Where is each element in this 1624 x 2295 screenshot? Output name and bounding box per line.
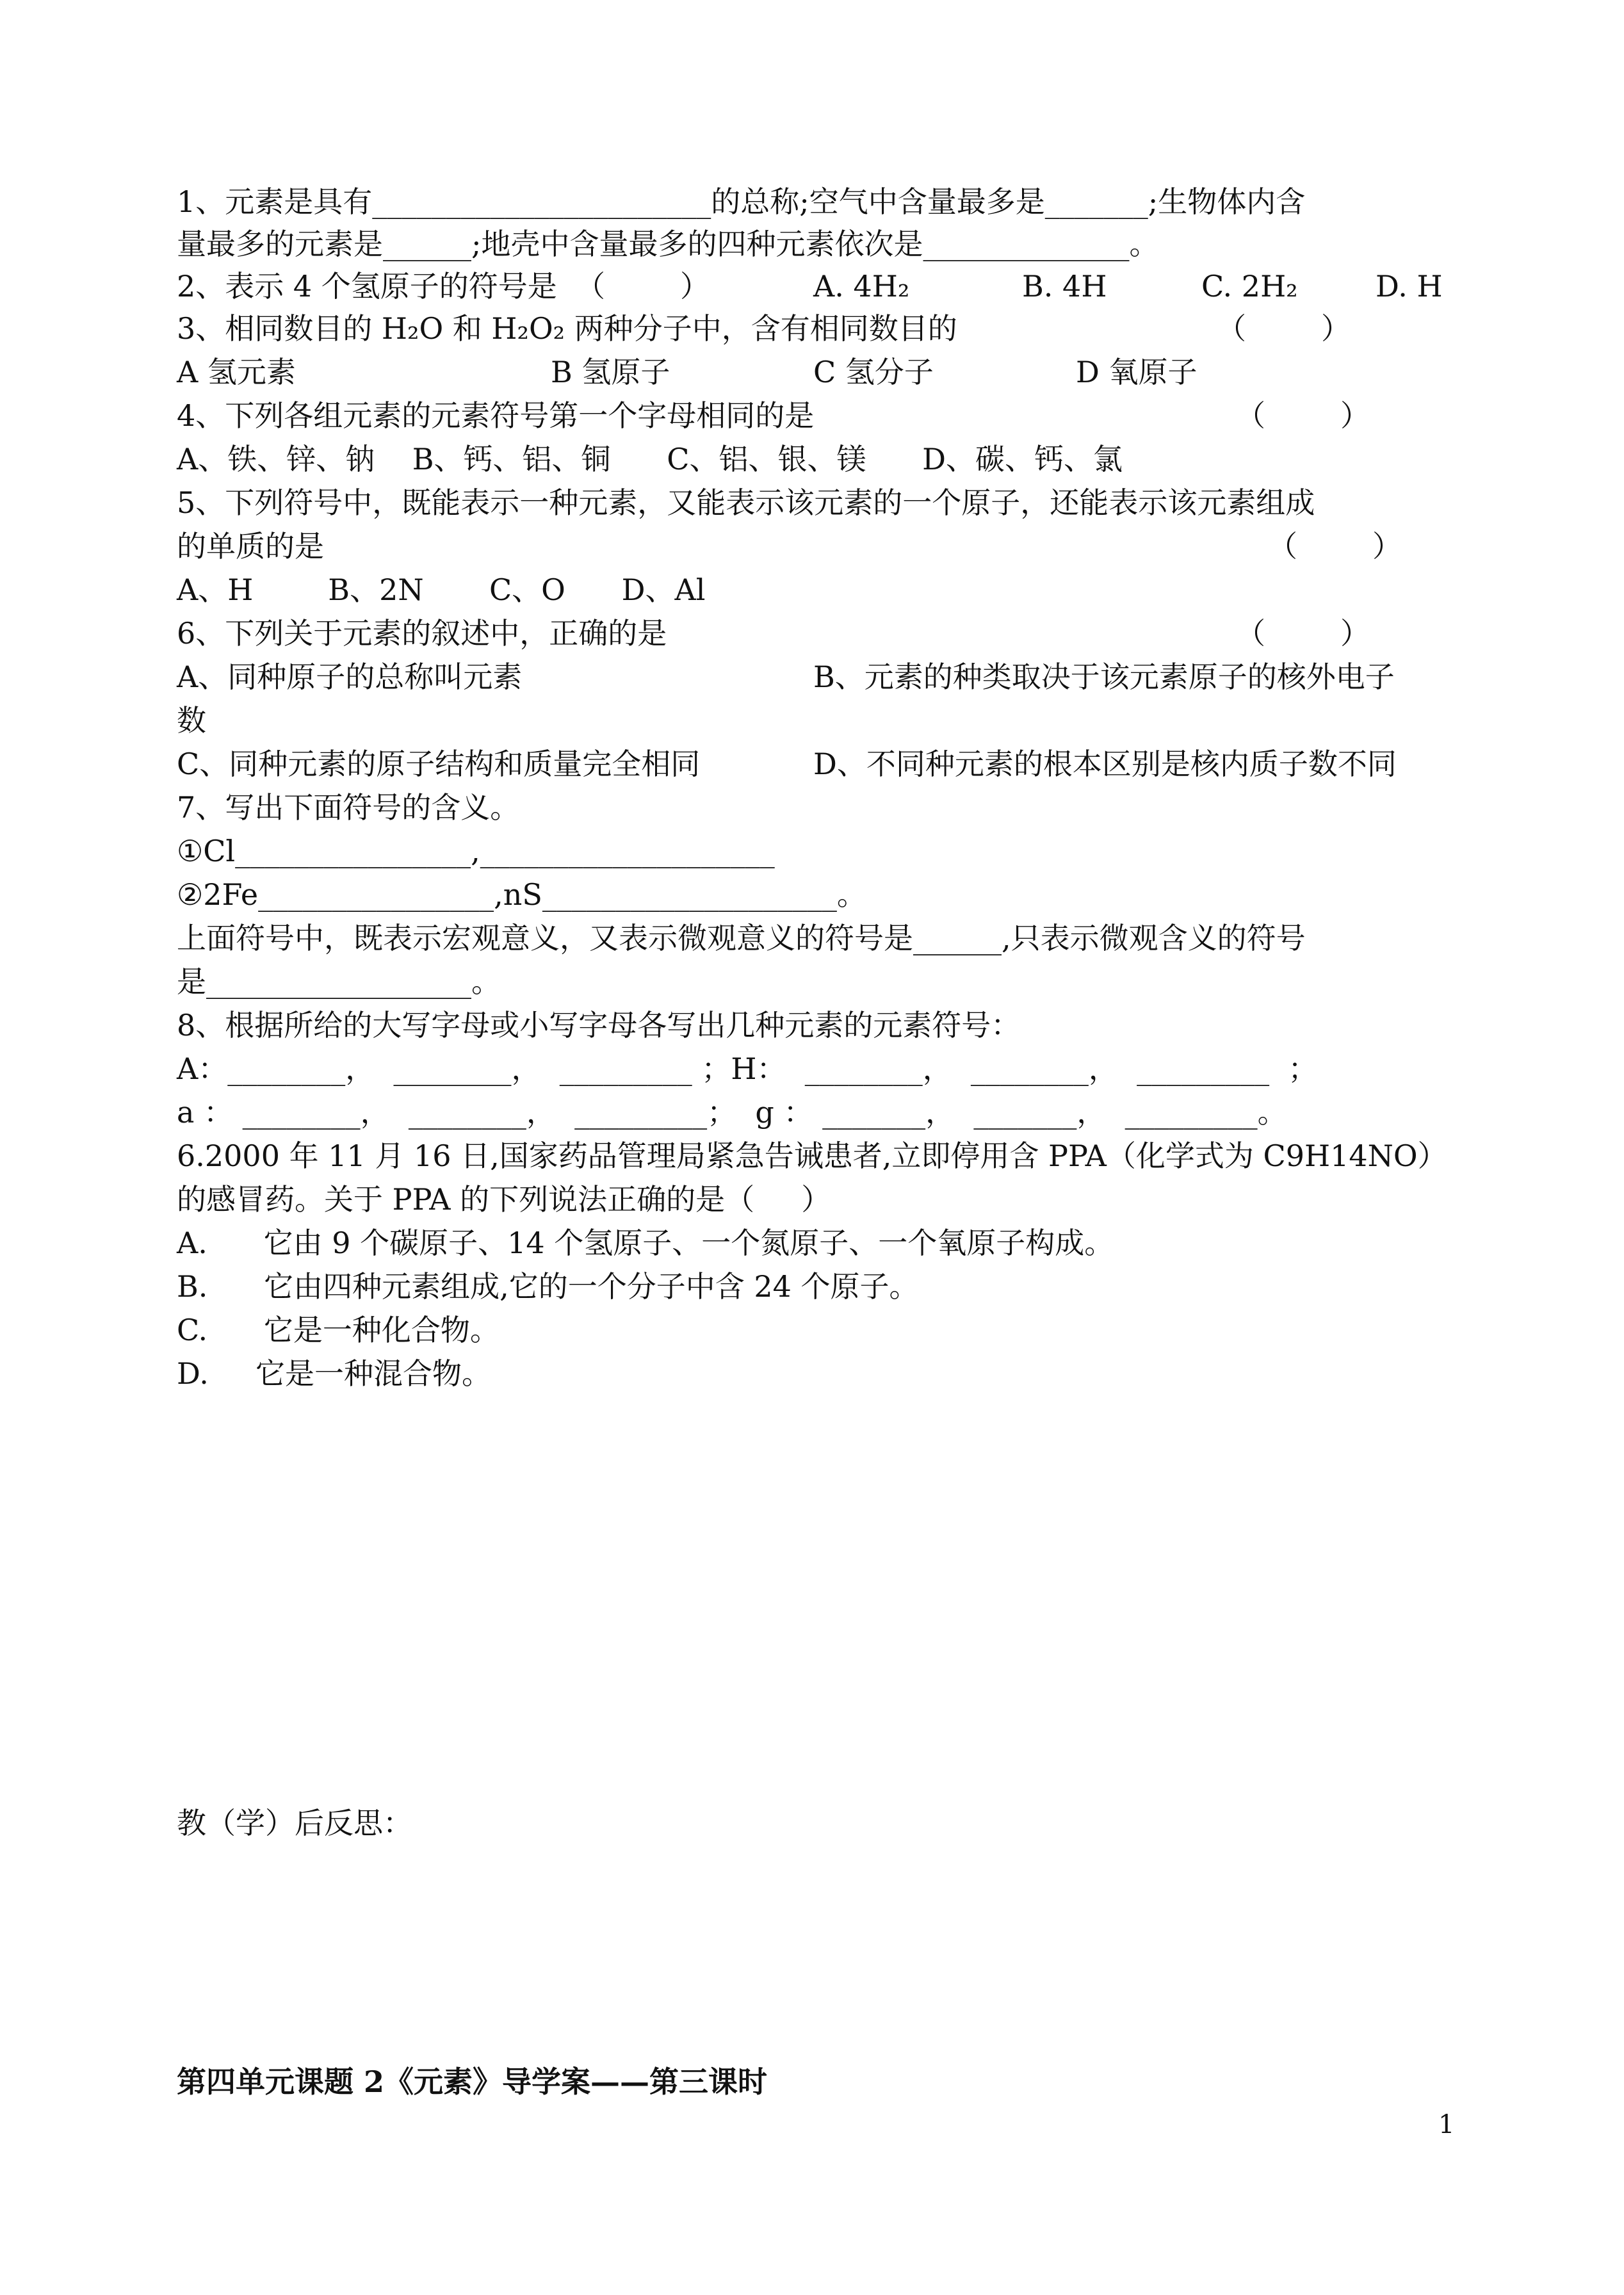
- question-ppa-option-d: D. 它是一种混合物。: [177, 1356, 491, 1391]
- question-ppa-line-2: 的感冒药。关于 PPA 的下列说法正确的是（ ）: [177, 1182, 831, 1217]
- question-6-option-a: A、同种原子的总称叫元素: [177, 660, 523, 694]
- question-1-line-1: 1、元素是具有_______________________的总称;空气中含量最多是_______;生物体内含: [177, 184, 1306, 219]
- reflection-label: 教（学）后反思：: [177, 1806, 412, 1840]
- question-6-option-c: C、同种元素的原子结构和质量完全相同: [177, 747, 701, 781]
- question-6-option-b-continued: 数: [177, 703, 206, 738]
- question-3-option-b: B 氢原子: [551, 355, 670, 389]
- question-5-options: A、H B、2N C、O D、Al: [177, 572, 706, 607]
- page-number: 1: [1438, 2110, 1455, 2139]
- question-2-option-d: D. H: [1376, 269, 1443, 304]
- question-ppa-option-c: C. 它是一种化合物。: [177, 1313, 499, 1347]
- section-title: 第四单元课题 2《元素》导学案——第三课时: [177, 2064, 768, 2099]
- question-7-line-4: 是__________________。: [177, 964, 501, 999]
- question-3-option-a: A 氢元素: [177, 355, 296, 389]
- question-ppa-option-a: A. 它由 9 个碳原子、14 个氢原子、一个氮原子、一个氧原子构成。: [177, 1226, 1114, 1260]
- question-7-line-1: ①Cl________________,____________________: [177, 834, 775, 868]
- question-5-line-1: 5、下列符号中，既能表示一种元素，又能表示该元素的一个原子，还能表示该元素组成: [177, 485, 1315, 520]
- question-4-answer-paren: （ ）: [1236, 398, 1370, 433]
- question-1-line-2: 量最多的元素是______;地壳中含量最多的四种元素依次是______________。: [177, 227, 1159, 261]
- question-6-option-b: B、元素的种类取决于该元素原子的核外电子: [813, 660, 1395, 694]
- question-3-stem: 3、相同数目的 H₂O 和 H₂O₂ 两种分子中，含有相同数目的: [177, 311, 957, 346]
- question-2-option-a: A. 4H₂: [813, 269, 910, 304]
- question-8-line-1: A：________， ________， _________ ；H： ________， ________， _________ ；: [177, 1051, 1318, 1086]
- question-5-line-2: 的单质的是: [177, 529, 324, 564]
- question-6-option-d: D、不同种元素的根本区别是核内质子数不同: [813, 747, 1397, 781]
- question-4-stem: 4、下列各组元素的元素符号第一个字母相同的是: [177, 398, 815, 433]
- question-8-stem: 8、根据所给的大写字母或小写字母各写出几种元素的元素符号：: [177, 1008, 1021, 1042]
- question-5-answer-paren: （ ）: [1268, 529, 1402, 564]
- question-ppa-line-1: 6.2000 年 11 月 16 日,国家药品管理局紧急告诫患者,立即停用含 PPA（化学式为 C9H14NO）: [177, 1139, 1447, 1173]
- question-4-options: A、铁、锌、钠 B、钙、铝、铜 C、铝、银、镁 D、碳、钙、氯: [177, 442, 1123, 476]
- question-2-stem: 2、表示 4 个氢原子的符号是 （ ）: [177, 269, 710, 304]
- question-2-option-b: B. 4H: [1022, 269, 1107, 304]
- question-3-answer-paren: （ ）: [1217, 311, 1351, 346]
- question-7-stem: 7、写出下面符号的含义。: [177, 790, 520, 825]
- question-7-line-2: ②2Fe________________,nS____________________。: [177, 877, 866, 912]
- question-2-option-c: C. 2H₂: [1201, 269, 1298, 304]
- question-7-line-3: 上面符号中，既表示宏观意义，又表示微观意义的符号是______,只表示微观含义的符号: [177, 921, 1306, 955]
- question-3-option-c: C 氢分子: [813, 355, 934, 389]
- question-ppa-option-b: B. 它由四种元素组成,它的一个分子中含 24 个原子。: [177, 1269, 919, 1304]
- question-6-answer-paren: （ ）: [1236, 616, 1370, 651]
- question-6-stem: 6、下列关于元素的叙述中，正确的是: [177, 616, 667, 651]
- question-8-line-2: a ： ________， ________， _________； g ： _______， _______， _________。: [177, 1095, 1287, 1130]
- question-3-option-d: D 氧原子: [1076, 355, 1198, 389]
